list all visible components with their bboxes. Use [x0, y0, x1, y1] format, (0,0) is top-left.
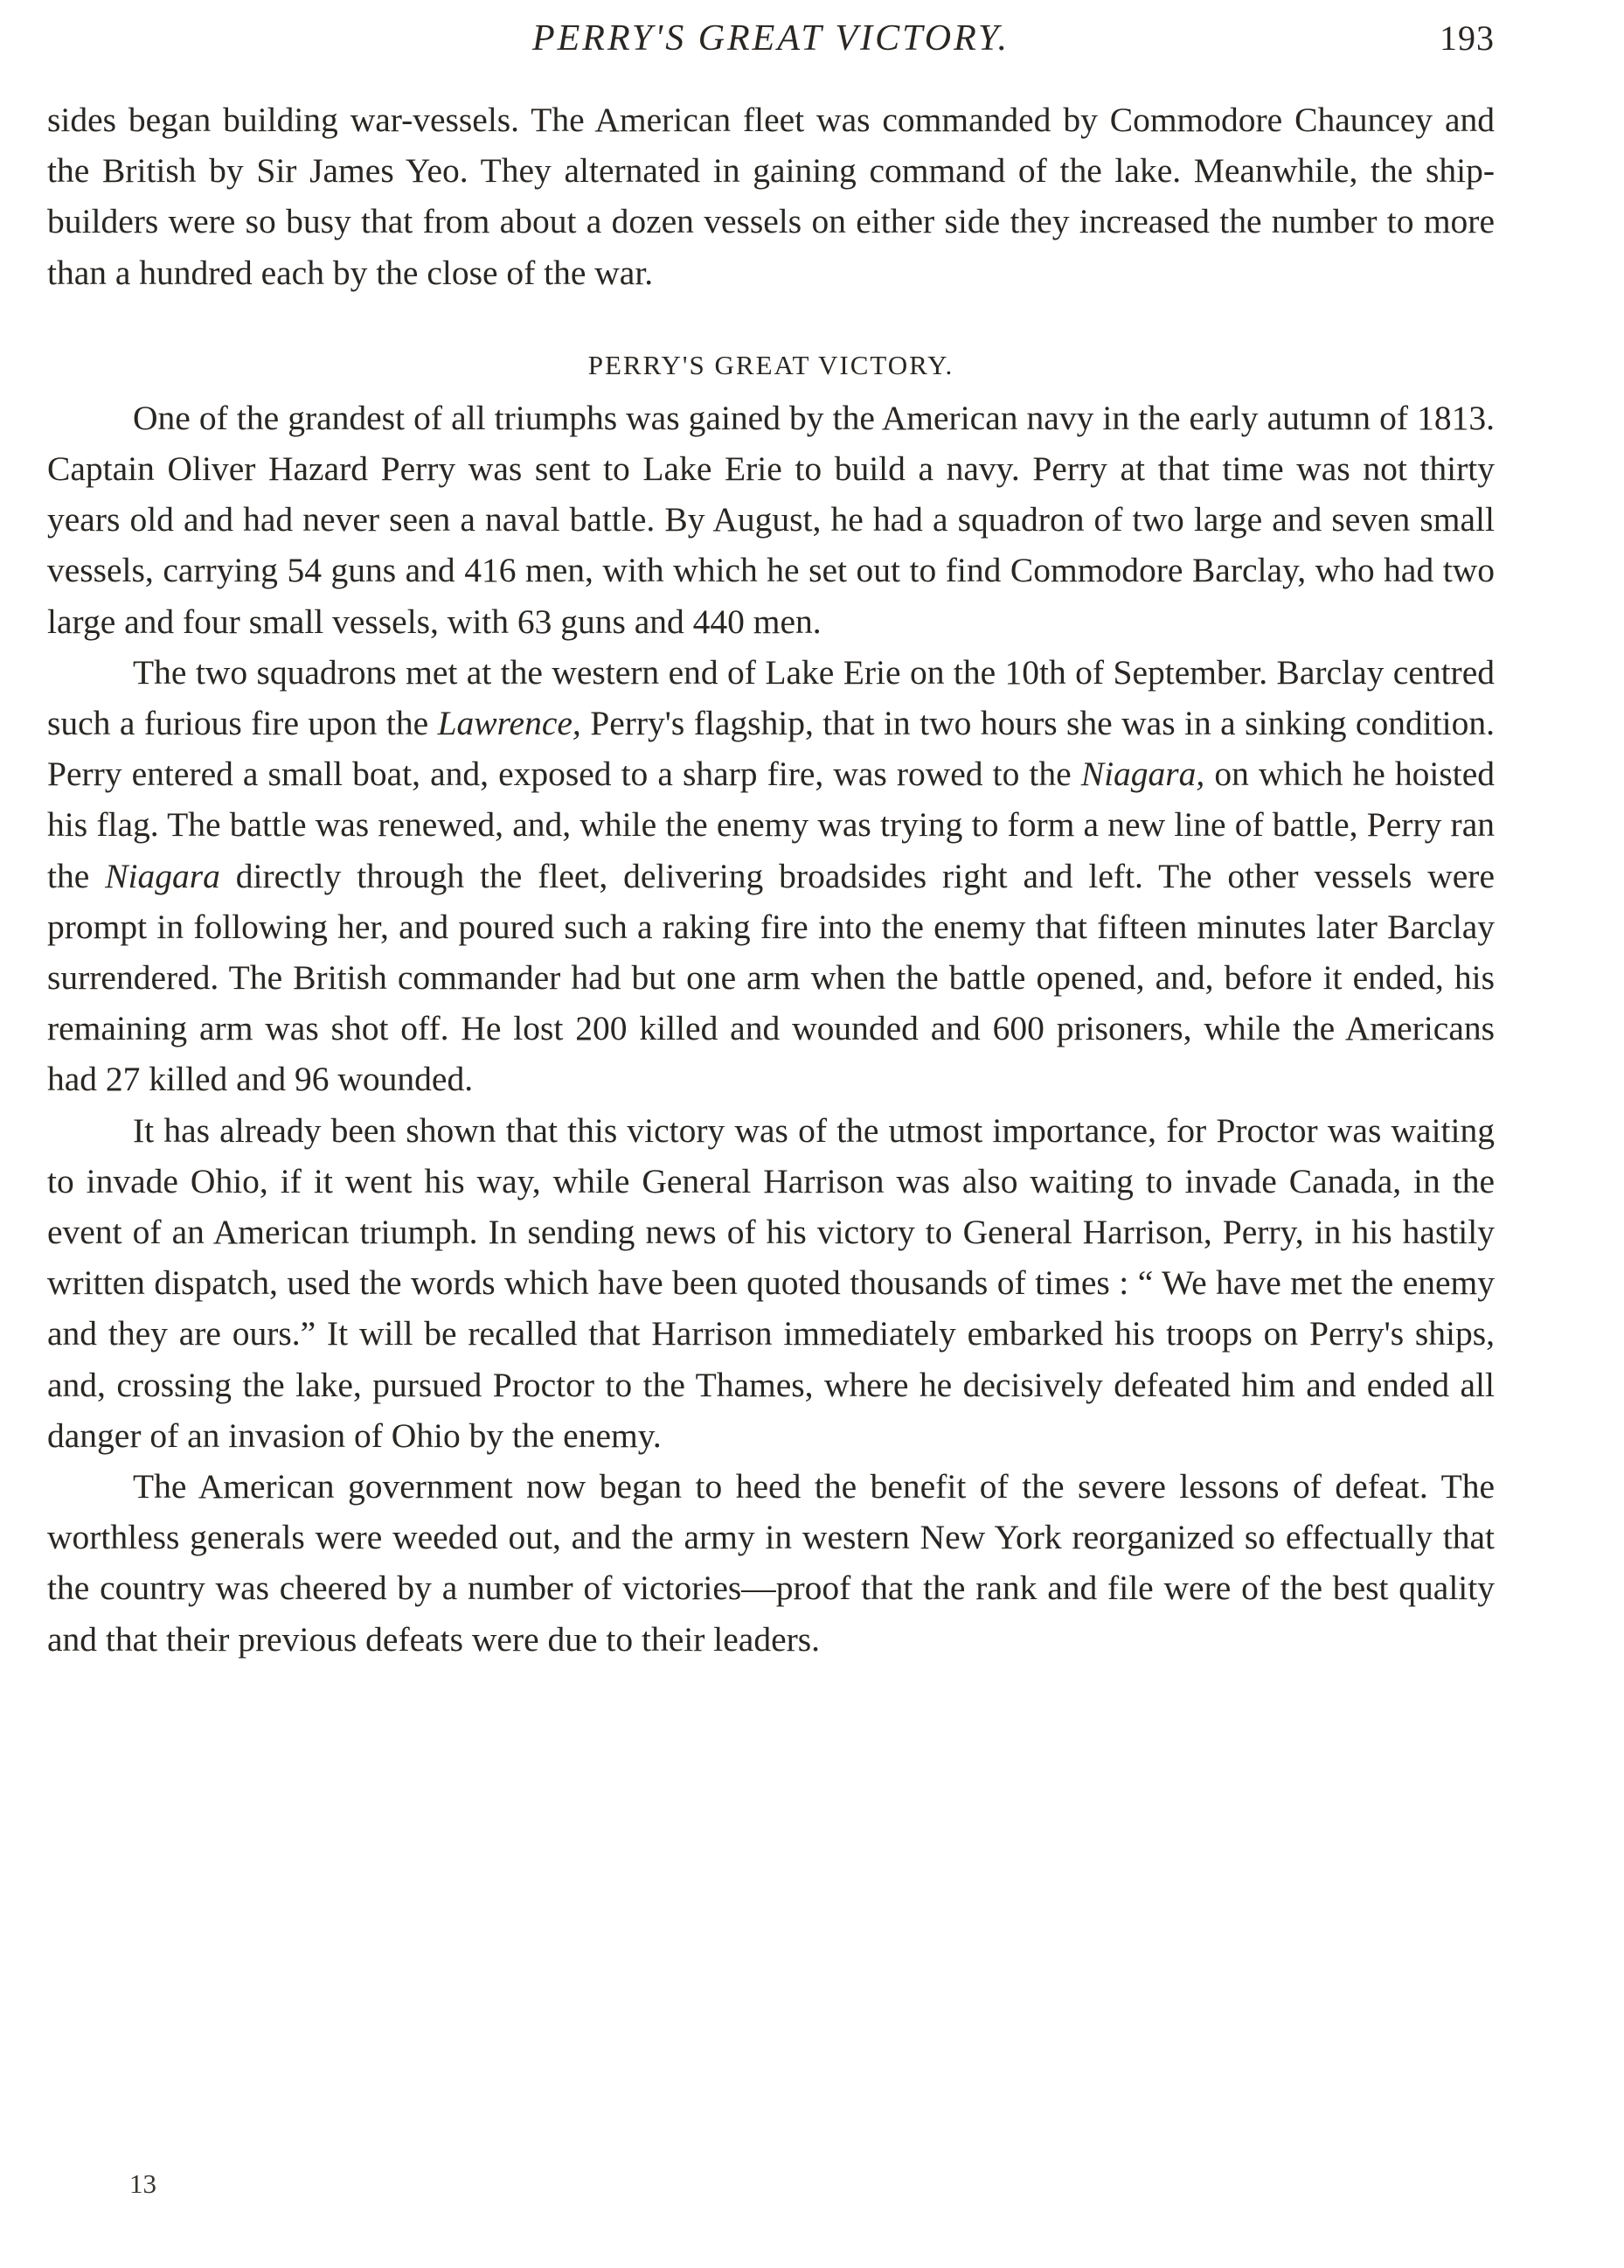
running-head	[47, 12, 1495, 65]
paragraph-continuation: sides began building war-vessels. The American fleet was commanded by Commodore Chauncey and the British by Sir James Yeo. They alternated in gaining command of the lake. Meanwhile, the ship-builders were so busy that from about a dozen vessels on either side they increased the number to more than a hundred each by the close of the war.	[47, 101, 1495, 292]
paragraph-3: It has already been shown that this victory was of the utmost importance, for Proctor was waiting to invade Ohio, if it went his way, while General Harrison was also waiting to invade Canada, in the event of an American triumph. In sending news of his victory to General Harrison, Perry, in his hastily written dispatch, used the words which have been quoted thousands of times : “ We have met the enemy and they are ours.” It will be recalled that Harrison immediately embarked his troops on Perry's ships, and, crossing the lake, pursued Proctor to the Thames, where he decisively defeated him and ended all danger of an invasion of Ohio by the enemy.	[47, 1110, 1495, 1455]
paragraph-2-text-d: directly through the fleet, delivering broadsides right and left. The other vessels were prompt in following her, and poured such a raking fire into the enemy that fifteen minutes later Barclay surrendered. The British commander had but one arm when the battle opened, and, before it ended, his remaining arm was shot off. He lost 200 killed and wounded and 600 prisoners, while the Americans had 27 killed and 96 wounded.	[47, 856, 1495, 1099]
ship-name-niagara-2: Niagara	[105, 856, 220, 895]
signature-mark: 13	[129, 2168, 156, 2199]
body-text	[47, 94, 1495, 1665]
ship-name-niagara: Niagara,	[1080, 755, 1205, 794]
paragraph-1: One of the grandest of all triumphs was gained by the American navy in the early autumn of 1813. Captain Oliver Hazard Perry was sent to Lake Erie to build a navy. Perry at that time was not thirty years old and had never seen a naval battle. By August, he had a squadron of two large and seven small vessels, carrying 54 guns and 416 men, with which he set out to find Commodore Barclay, who had two large and four small vessels, with 63 guns and 440 men.	[47, 398, 1495, 641]
paragraph-2-text-a: The two squadrons met at the western end of Lake Erie on the 10th of September. Barclay centred such a furious fire upon the	[47, 652, 1495, 743]
page-number: 193	[1440, 18, 1495, 58]
running-title: PERRY'S GREAT VICTORY.	[531, 18, 1010, 59]
paragraph-4: The American government now began to heed the benefit of the severe lessons of defeat. The worthless generals were weeded out, and the army in western New York reorganized so effectually that the country was cheered by a number of victories—proof that the rank and file were of the best quality and that their previous defeats were due to their leaders.	[47, 1467, 1495, 1659]
paragraph-2-text-b: Perry's flagship, that in two hours she was in a sinking condition. Perry entered a small boat, and, exposed to a sharp fire, was rowed to the	[47, 704, 1495, 794]
paragraph-2-text-c: on which he hoisted his flag. The battle was renewed, and, while the enemy was trying to form a new line of battle, Perry ran the	[47, 755, 1495, 895]
paragraph-2	[47, 647, 1495, 1105]
section-heading: PERRY'S GREAT VICTORY.	[587, 349, 954, 380]
ship-name-lawrence: Lawrence,	[437, 704, 581, 743]
